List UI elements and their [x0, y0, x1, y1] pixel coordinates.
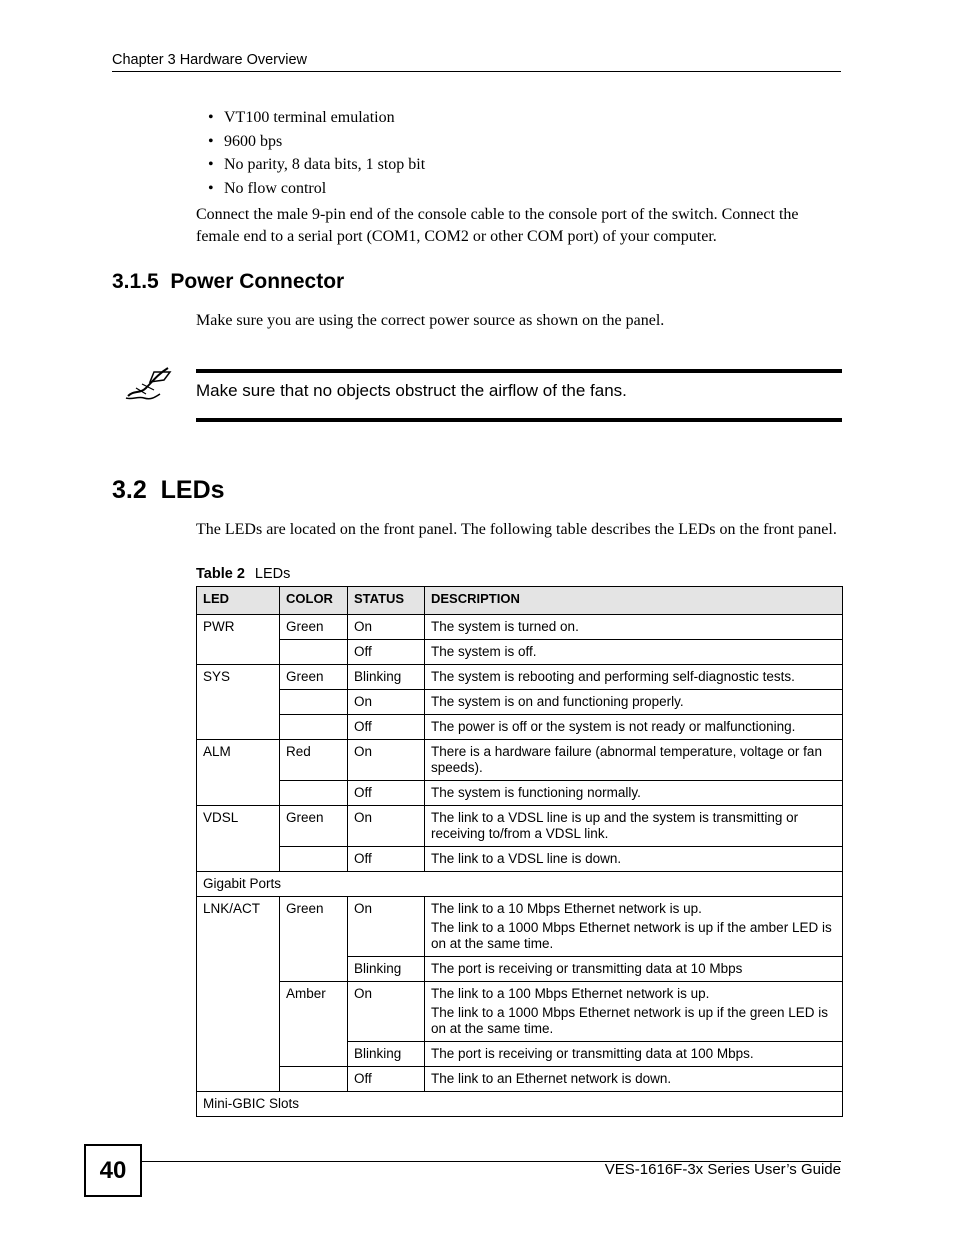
bullet-item: • No flow control: [196, 177, 425, 201]
led-cell: PWR: [197, 615, 280, 665]
table-row: [197, 1067, 843, 1092]
table-row: [197, 715, 843, 740]
note-bottom-rule: [196, 418, 842, 422]
table-row: [197, 847, 843, 872]
status-cell: Off: [348, 847, 425, 872]
led-table: [196, 586, 843, 1117]
description-cell: [425, 982, 843, 1042]
color-cell: Green: [280, 665, 348, 690]
table-row: [197, 897, 843, 957]
note-text: Make sure that no objects obstruct the airflow of the fans.: [196, 381, 627, 400]
column-header: STATUS: [348, 587, 425, 615]
status-cell: Blinking: [348, 1042, 425, 1067]
table-row: [197, 615, 843, 640]
table-row: [197, 640, 843, 665]
description-cell: The link to a VDSL line is down.: [425, 847, 843, 872]
section-heading-leds: 3.2 LEDs: [112, 476, 225, 504]
description-cell: The port is receiving or transmitting data at 10 Mbps: [425, 957, 843, 982]
status-cell: Blinking: [348, 665, 425, 690]
color-cell: Amber: [280, 982, 348, 1067]
bullet-list: [196, 106, 425, 200]
status-cell: Off: [348, 1067, 425, 1092]
description-line: The link to a 1000 Mbps Ethernet network is up if the green LED is on at the same time.: [431, 1005, 828, 1036]
running-header: Chapter 3 Hardware Overview: [112, 52, 308, 68]
section-label-cell: Gigabit Ports: [197, 872, 843, 897]
color-cell: Green: [280, 806, 348, 847]
description-cell: The system is turned on.: [425, 615, 843, 640]
led-cell: LNK/ACT: [197, 897, 280, 1092]
column-header: COLOR: [280, 587, 348, 615]
description-cell: The system is rebooting and performing self-diagnostic tests.: [425, 665, 843, 690]
column-header: LED: [197, 587, 280, 615]
description-cell: The link to an Ethernet network is down.: [425, 1067, 843, 1092]
led-cell: ALM: [197, 740, 280, 806]
power-paragraph: Make sure you are using the correct power source as shown on the panel.: [196, 312, 665, 329]
color-cell: [280, 1067, 348, 1092]
description-cell: The system is on and functioning properly.: [425, 690, 843, 715]
description-line: The link to a 10 Mbps Ethernet network is up.: [431, 901, 702, 916]
table-section-row: [197, 1092, 843, 1117]
led-cell: VDSL: [197, 806, 280, 872]
table-caption-label: Table 2: [196, 566, 245, 582]
description-line: The link to a 100 Mbps Ethernet network is up.: [431, 986, 710, 1001]
color-cell: Green: [280, 615, 348, 640]
section-label-cell: Mini-GBIC Slots: [197, 1092, 843, 1117]
table-row: [197, 690, 843, 715]
bullet-item: • No parity, 8 data bits, 1 stop bit: [196, 153, 425, 177]
note-pen-icon: [124, 364, 174, 404]
description-cell: The system is functioning normally.: [425, 781, 843, 806]
table-row: [197, 781, 843, 806]
table-row: [197, 665, 843, 690]
description-cell: The system is off.: [425, 640, 843, 665]
description-cell: The power is off or the system is not ready or malfunctioning.: [425, 715, 843, 740]
description-cell: [425, 897, 843, 957]
column-header: DESCRIPTION: [425, 587, 843, 615]
bullet-item: • VT100 terminal emulation: [196, 106, 425, 130]
footer-guide-title: VES-1616F-3x Series User’s Guide: [604, 1161, 841, 1178]
status-cell: Off: [348, 715, 425, 740]
color-cell: [280, 640, 348, 665]
status-cell: On: [348, 690, 425, 715]
status-cell: On: [348, 615, 425, 640]
bullet-item: • 9600 bps: [196, 130, 425, 154]
description-cell: The port is receiving or transmitting data at 100 Mbps.: [425, 1042, 843, 1067]
color-cell: [280, 847, 348, 872]
color-cell: [280, 781, 348, 806]
status-cell: On: [348, 897, 425, 957]
status-cell: Blinking: [348, 957, 425, 982]
led-cell: SYS: [197, 665, 280, 740]
description-cell: The link to a VDSL line is up and the system is transmitting or receiving to/from a VDSL link.: [425, 806, 843, 847]
table-row: [197, 806, 843, 847]
color-cell: Red: [280, 740, 348, 781]
description-line: The link to a 1000 Mbps Ethernet network is up if the amber LED is on at the same time.: [431, 920, 832, 951]
note-top-rule: [196, 369, 842, 373]
table-section-row: [197, 872, 843, 897]
status-cell: On: [348, 740, 425, 781]
page-number: 40: [84, 1144, 142, 1197]
status-cell: Off: [348, 640, 425, 665]
color-cell: [280, 690, 348, 715]
table-caption-title: LEDs: [254, 566, 291, 582]
color-cell: Green: [280, 897, 348, 982]
color-cell: [280, 715, 348, 740]
table-header-row: [197, 587, 843, 615]
table-row: [197, 740, 843, 781]
header-rule: [112, 71, 841, 72]
status-cell: Off: [348, 781, 425, 806]
table-row: [197, 982, 843, 1042]
status-cell: On: [348, 982, 425, 1042]
table-caption: [196, 566, 290, 582]
description-cell: There is a hardware failure (abnormal temperature, voltage or fan speeds).: [425, 740, 843, 781]
section-heading-power-connector: 3.1.5 Power Connector: [112, 270, 345, 293]
console-paragraph: Connect the male 9-pin end of the console cable to the console port of the switch. Connect the female end to a serial port (COM1, COM2 or other COM port) of your computer.: [196, 206, 799, 245]
status-cell: On: [348, 806, 425, 847]
leds-paragraph: The LEDs are located on the front panel. The following table describes the LEDs on the front panel.: [196, 521, 837, 538]
